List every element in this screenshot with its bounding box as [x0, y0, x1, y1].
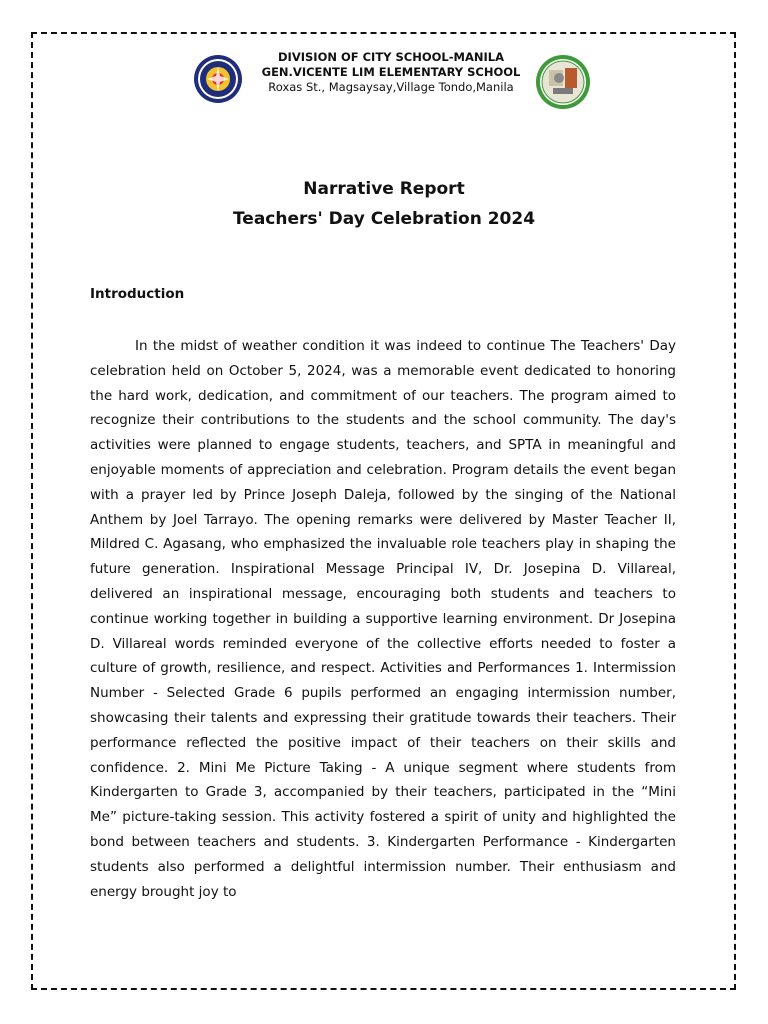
letterhead: [0, 50, 768, 110]
schools-division-seal-icon: [193, 54, 243, 104]
school-seal-icon: [535, 54, 591, 110]
title-line-2: Teachers' Day Celebration 2024: [232, 209, 536, 229]
document-title: [0, 174, 768, 234]
school-address: Roxas St., Magsaysay,Village Tondo,Manila: [268, 80, 514, 94]
school-name: GEN.VICENTE LIM ELEMENTARY SCHOOL: [261, 65, 521, 79]
division-name: DIVISION OF CITY SCHOOL-MANILA: [278, 50, 504, 64]
letterhead-text: [242, 50, 540, 95]
introduction-paragraph: In the midst of weather condition it was indeed to continue The Teachers' Day celebration held on October 5, 2024, was a memorable event dedicated to honoring the hard work, dedication, and commitment of our teachers. The program aimed to recognize their contributions to the students and the school community. The day's activities were planned to engage students, teachers, and SPTA in meaningful and enjoyable moments of appreciation and celebration. Program details the event began with a prayer led by Prince Joseph Daleja, followed by the singing of the National Anthem by Joel Tarrayo. The opening remarks were delivered by Master Teacher II, Mildred C. Agasang, who emphasized the invaluable role teachers play in shaping the future generation. Inspirational Message Principal IV, Dr. Josepina D. Villareal, delivered an inspirational message, encouraging both students and teachers to continue working together in building a supportive learning environment. Dr Josepina D. Villareal words reminded everyone of the collective efforts needed to foster a culture of growth, resilience, and respect. Activities and Performances 1. Intermission Number - Selected Grade 6 pupils performed an engaging intermission number, showcasing their talents and expressing their gratitude towards their teachers. Their performance reflected the positive impact of their teachers on their skills and confidence. 2. Mini Me Picture Taking - A unique segment where students from Kindergarten to Grade 3, accompanied by their teachers, participated in the “Mini Me” picture-taking session. This activity fostered a spirit of unity and highlighted the bond between teachers and students. 3. Kindergarten Performance - Kindergarten students also performed a delightful intermission number. Their enthusiasm and energy brought joy to: [90, 338, 676, 900]
title-line-1: Narrative Report: [303, 179, 465, 199]
section-heading: Introduction: [90, 286, 185, 302]
